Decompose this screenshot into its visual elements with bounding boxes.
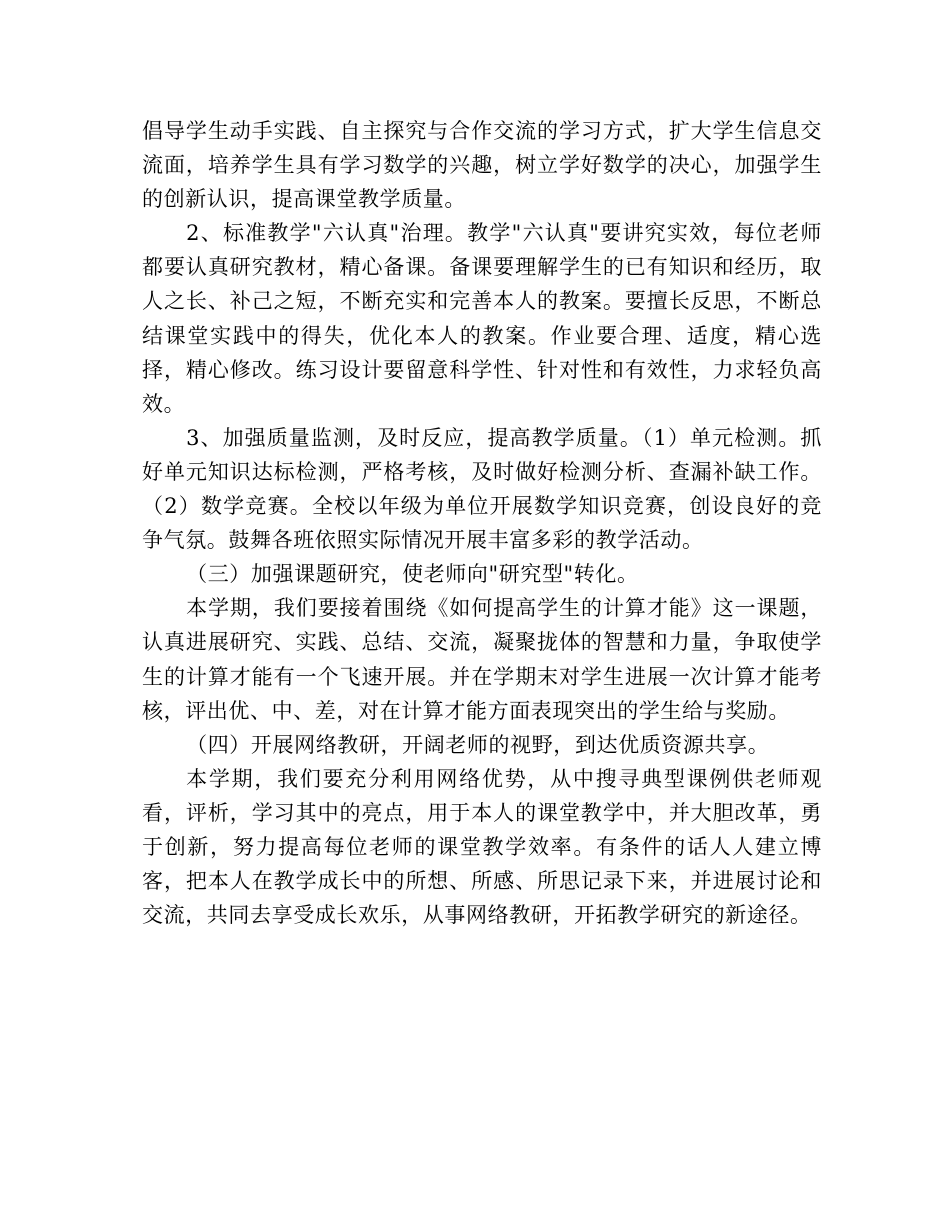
paragraph-section-3-body: 本学期，我们要接着围绕《如何提高学生的计算才能》这一课题，认真进展研究、实践、总结、交流，凝聚拢体的智慧和力量，争取使学生的计算才能有一个飞速开展。并在学期末对学生进展一次计算才能考核，评出优、中、差，对在计算才能方面表现突出的学生给与奖励。 <box>142 596 822 723</box>
section-heading-4: （四）开展网络教研，开阔老师的视野，到达优质资源共享。 <box>186 732 770 757</box>
document-body <box>142 114 822 932</box>
paragraph-item-3: 3、加强质量监测，及时反应，提高教学质量。（1）单元检测。抓好单元知识达标检测，严格考核，及时做好检测分析、查漏补缺工作。（2）数学竞赛。全校以年级为单位开展数学知识竞赛，创设良好的竞争气氛。鼓舞各班依照实际情况开展丰富多彩的教学活动。 <box>142 425 822 553</box>
section-heading-3: （三）加强课题研究，使老师向"研究型"转化。 <box>186 562 639 587</box>
paragraph-item-2: 2、标准教学"六认真"治理。教学"六认真"要讲究实效，每位老师都要认真研究教材，精心备课。备课要理解学生的已有知识和经历，取人之长、补己之短，不断充实和完善本人的教案。要擅长反思，不断总结课堂实践中的得失，优化本人的教案。作业要合理、适度，精心选择，精心修改。练习设计要留意科学性、针对性和有效性，力求轻负高效。 <box>142 221 822 416</box>
paragraph-continuation: 倡导学生动手实践、自主探究与合作交流的学习方式，扩大学生信息交流面，培养学生具有学习数学的兴趣，树立学好数学的决心，加强学生的创新认识，提高课堂教学质量。 <box>142 119 822 212</box>
paragraph-section-4-body: 本学期，我们要充分利用网络优势，从中搜寻典型课例供老师观看，评析，学习其中的亮点，用于本人的课堂教学中，并大胆改革，勇于创新，努力提高每位老师的课堂教学效率。有条件的话人人建立博客，把本人在教学成长中的所想、所感、所思记录下来，并进展讨论和交流，共同去享受成长欢乐，从事网络教研，开拓教学研究的新途径。 <box>142 766 822 928</box>
